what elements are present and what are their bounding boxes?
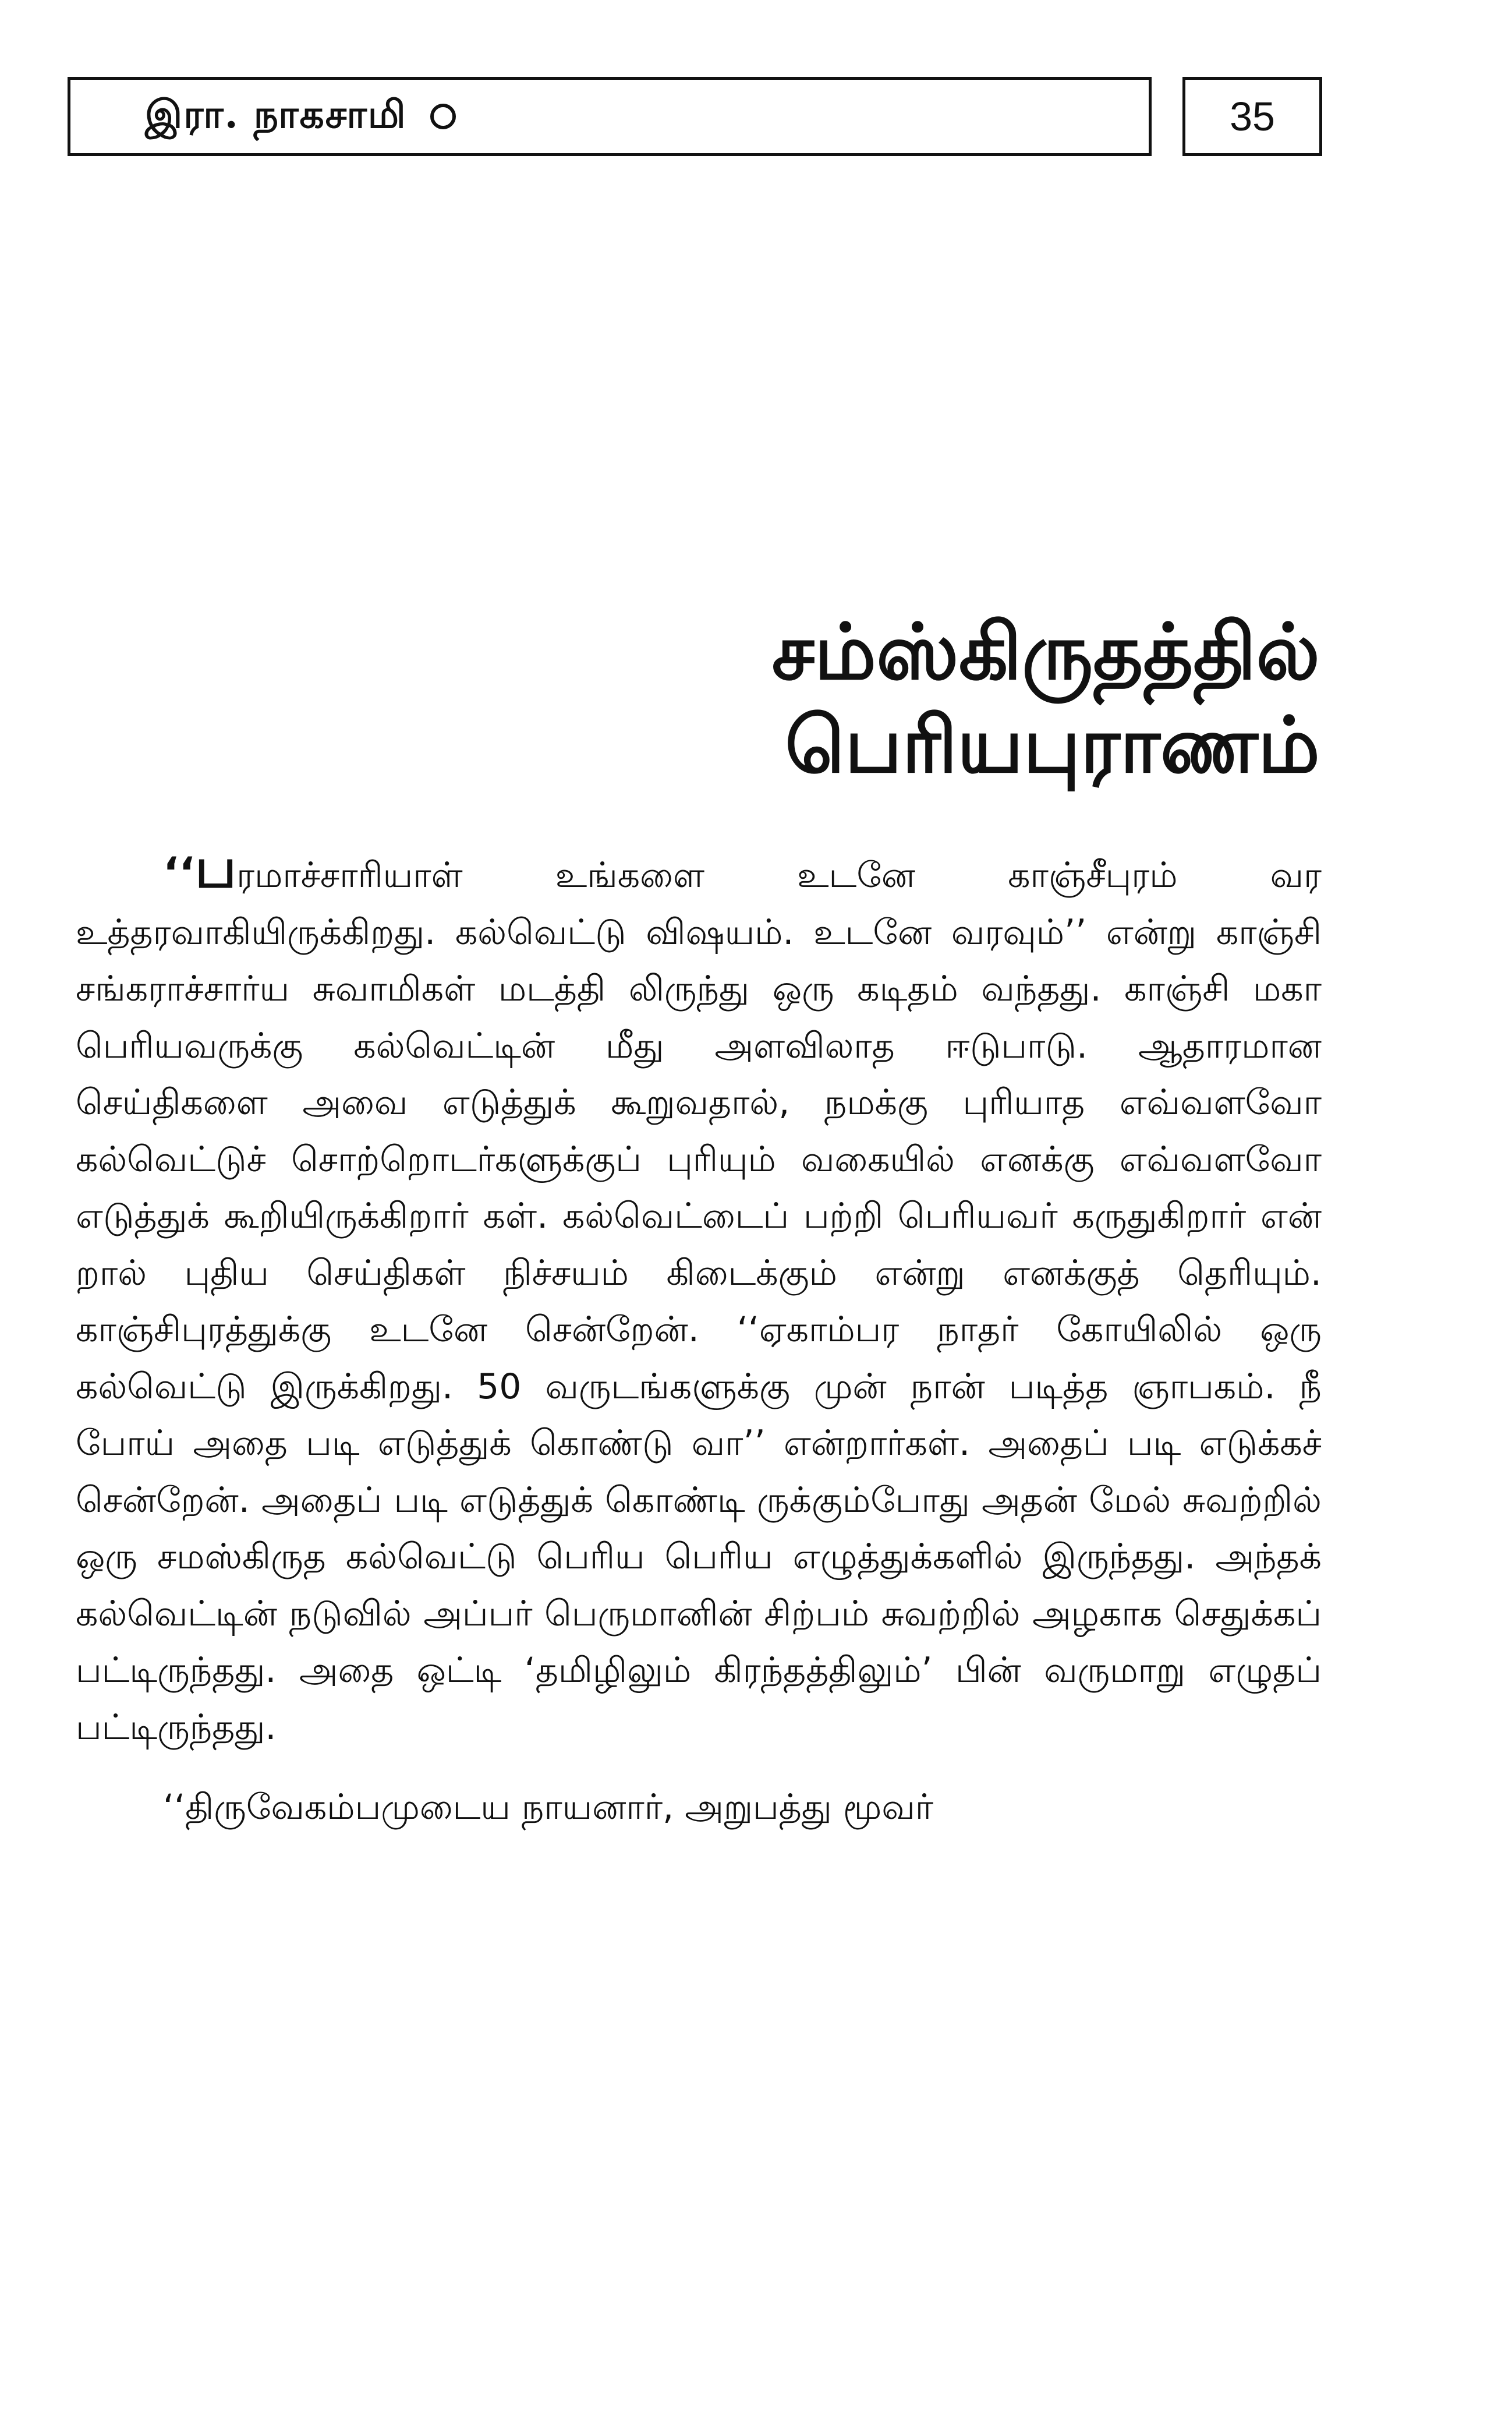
paragraph-2-text: ‘‘திருவேகம்பமுடைய நாயனார், அறுபத்து மூவர்: [163, 1787, 934, 1828]
chapter-title: [772, 606, 1320, 792]
body-text: [76, 835, 1322, 1836]
running-title: இரா. நாகசாமி: [145, 91, 407, 137]
drop-letter: ப: [194, 835, 237, 900]
page-number-box: [1182, 77, 1322, 156]
chapter-title-line-1: சம்ஸ்கிருதத்தில்: [771, 607, 1320, 697]
paragraph-2: [76, 1779, 1322, 1836]
paragraph-1-text: ரமாச்சாரியாள் உங்களை உடனே காஞ்சீபுரம் வர உத்தரவாகியிருக்கிறது. கல்வெட்டு விஷயம். உடனே வரவும்’’ என்று காஞ்சி சங்கராச்சார்ய சுவாமிகள் மடத்தி லிருந்து ஒரு கடிதம் வந்தது. காஞ்சி மகா பெரியவருக்கு கல்வெட்டின் மீது அளவிலாத ஈடுபாடு. ஆதாரமான செய்திகளை அவை எடுத்துக் கூறுவதால், நமக்கு புரியாத எவ்வளவோ கல்வெட்டுச் சொற்றொடர்களுக்குப் புரியும் வகையில் எனக்கு எவ்வளவோ எடுத்துக் கூறியிருக்கிறார் கள். கல்வெட்டைப் பற்றி பெரியவர் கருதுகிறார் என் றால் புதிய செய்திகள் நிச்சயம் கிடைக்கும் என்று எனக்குத் தெரியும். காஞ்சிபுரத்துக்கு உடனே சென்றேன். ‘‘ஏகாம்பர நாதர் கோயிலில் ஒரு கல்வெட்டு இருக்கிறது. 50 வருடங்களுக்கு முன் நான் படித்த ஞாபகம். நீ போய் அதை படி எடுத்துக் கொண்டு வா’’ என்றார்கள். அதைப் படி எடுக்கச் சென்றேன். அதைப் படி எடுத்துக் கொண்டி ருக்கும்போது அதன் மேல் சுவற்றில் ஒரு சமஸ்கிருத கல்வெட்டு பெரிய பெரிய எழுத்துக்களில் இருந்தது. அந்தக் கல்வெட்டின் நடுவில் அப்பர் பெருமானின் சிற்பம் சுவற்றில் அழகாக செதுக்கப் பட்டிருந்தது. அதை ஒட்டி ‘தமிழிலும் கிரந்தத்திலும்’ பின் வருமாறு எழுதப் பட்டிருந்தது.: [76, 855, 1322, 1748]
circle-ornament-icon: [430, 104, 456, 129]
paragraph-1: [76, 835, 1322, 1756]
page-number: 35: [1230, 94, 1275, 139]
opening-quote: ‘‘: [163, 848, 195, 897]
running-header: [68, 77, 1152, 156]
chapter-title-line-2: பெரியபுராணம்: [785, 701, 1320, 790]
